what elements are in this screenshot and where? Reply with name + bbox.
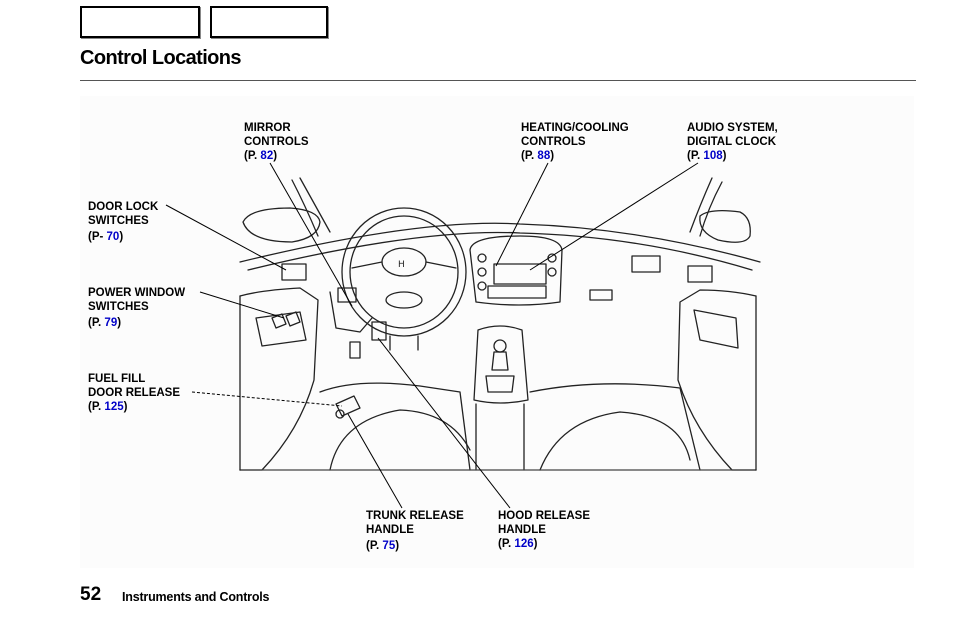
link-heating-page[interactable]: 88 (537, 150, 551, 162)
page-number: 52 (80, 584, 102, 605)
leader-hood (378, 338, 510, 508)
leader-door-lock (166, 205, 286, 270)
leader-trunk (348, 414, 402, 508)
page-title: Control Locations (80, 47, 241, 69)
right-door-panel (678, 290, 756, 470)
callout-heating-cooling: HEATING/COOLING CONTROLS (P. 88) (521, 122, 629, 162)
link-door-lock-page[interactable]: 70 (106, 231, 120, 243)
link-audio-page[interactable]: 108 (703, 150, 723, 162)
right-seat (530, 384, 700, 470)
fuel-trunk-release (336, 396, 360, 416)
link-trunk-page[interactable]: 75 (382, 540, 396, 552)
radio-unit (494, 264, 546, 284)
leader-mirror (270, 163, 352, 306)
callout-fuel-fill: FUEL FILL DOOR RELEASE (P. 125) (88, 373, 181, 413)
leader-heating (496, 163, 548, 266)
section-name: Instruments and Controls (122, 590, 270, 604)
callout-mirror-controls: MIRROR CONTROLS (P. 82) (244, 122, 309, 162)
callout-hood-release: HOOD RELEASE HANDLE (P. 126) (498, 510, 591, 550)
callout-power-window: POWER WINDOW SWITCHES (P. 79) (88, 287, 186, 329)
left-door-lock (282, 264, 306, 280)
leader-audio (530, 163, 698, 270)
link-mirror-page[interactable]: 82 (260, 150, 274, 162)
link-fuel-page[interactable]: 125 (104, 401, 124, 413)
left-seat (320, 383, 470, 470)
steering-wheel (342, 208, 466, 336)
right-vent (632, 256, 660, 272)
callout-door-lock: DOOR LOCK SWITCHES (P- 70) (88, 201, 159, 243)
link-power-window-page[interactable]: 79 (104, 317, 118, 329)
link-hood-page[interactable]: 126 (514, 538, 534, 550)
callout-audio-clock: AUDIO SYSTEM, DIGITAL CLOCK (P. 108) (687, 122, 778, 162)
shift-lever (492, 352, 508, 370)
svg-text:H: H (398, 260, 405, 270)
callout-trunk-release: TRUNK RELEASE HANDLE (P. 75) (366, 510, 464, 552)
leader-fuel (192, 392, 342, 406)
